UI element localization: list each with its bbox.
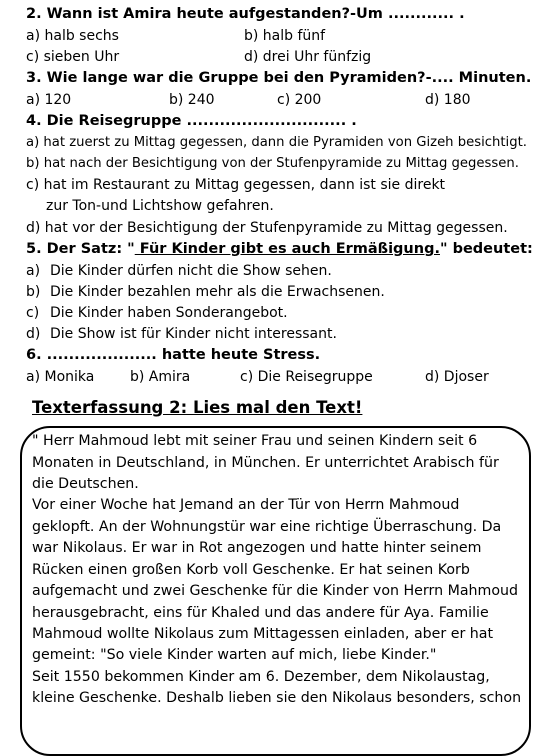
q5-label-c: c) [26,305,40,321]
q3-option-c: c) 200 [277,92,322,108]
q5-label-d: d) [26,326,41,342]
question-5 [26,241,533,257]
q5-label-b: b) [26,284,41,300]
q5-quote: Für Kinder gibt es auch Ermäßigung. [134,241,440,257]
q5-option-c [26,305,288,321]
q2-option-b: b) halb fünf [244,28,326,44]
q3-option-d: d) 180 [425,92,471,108]
text-line: aufgemacht und zwei Geschenke für die Kinder von Herrn Mahmoud [32,583,518,599]
q6-option-d: d) Djoser [425,369,489,385]
q2-option-c: c) sieben Uhr [26,49,120,65]
text-line: " Herr Mahmoud lebt mit seiner Frau und seinen Kindern seit 6 [32,433,478,449]
text-line: gemeint: "So viele Kinder warten auf mich, liebe Kinder." [32,647,437,663]
q2-option-a: a) halb sechs [26,28,119,44]
q4-option-c-continued: zur Ton-und Lichtshow gefahren. [46,198,274,214]
question-3: 3. Wie lange war die Gruppe bei den Pyramiden?-.... Minuten. [26,70,532,86]
q5-text-d: Die Show ist für Kinder nicht interessant. [50,326,337,342]
q3-option-b: b) 240 [169,92,215,108]
q5-text-c: Die Kinder haben Sonderangebot. [50,305,288,321]
text-line: Mahmoud wollte Nikolaus zum Mittagessen einladen, aber er hat [32,626,494,642]
q5-text-a: Die Kinder dürfen nicht die Show sehen. [50,263,332,279]
text-line: Seit 1550 bekommen Kinder am 6. Dezember, dem Nikolaustag, [32,669,490,685]
question-6: 6. .................... hatte heute Stress. [26,347,321,363]
q5-text-b: Die Kinder bezahlen mehr als die Erwachsenen. [50,284,385,300]
q5-option-d [26,326,337,342]
q3-option-a: a) 120 [26,92,72,108]
q5-option-b [26,284,385,300]
q5-label-a: a) [26,263,41,279]
section-heading: Texterfassung 2: Lies mal den Text! [32,398,363,417]
q4-option-c: c) hat im Restaurant zu Mittag gegessen, dann ist sie direkt [26,177,446,193]
text-line: war Nikolaus. Er war in Rot angezogen und hatte hinter seinem [32,540,482,556]
q5-prefix: 5. Der Satz: " [26,241,135,257]
text-line: herausgebracht, eins für Khaled und das andere für Aya. Familie [32,605,489,621]
question-2: 2. Wann ist Amira heute aufgestanden?-Um ............ . [26,6,465,22]
text-line: Vor einer Woche hat Jemand an der Tür von Herrn Mahmoud [32,497,460,513]
q4-option-a: a) hat zuerst zu Mittag gegessen, dann die Pyramiden von Gizeh besichtigt. [26,135,527,150]
q6-option-a: a) Monika [26,369,95,385]
text-line: die Deutschen. [32,476,139,492]
q6-option-c: c) Die Reisegruppe [240,369,373,385]
q5-option-a [26,263,332,279]
question-4: 4. Die Reisegruppe ............................. . [26,113,357,129]
text-line: kleine Geschenke. Deshalb lieben sie den Nikolaus besonders, schon [32,690,522,706]
q4-option-b: b) hat nach der Besichtigung von der Stufenpyramide zu Mittag gegessen. [26,156,519,171]
q4-option-d: d) hat vor der Besichtigung der Stufenpyramide zu Mittag gegessen. [26,220,508,236]
text-line: Monaten in Deutschland, in München. Er unterrichtet Arabisch für [32,455,499,471]
text-line: Rücken einen großen Korb voll Geschenke. Er hat seinen Korb [32,562,470,578]
q6-option-b: b) Amira [130,369,191,385]
q5-suffix: " bedeutet: [439,241,533,257]
text-line: geklopft. An der Wohnungstür war eine richtige Überraschung. Da [32,519,502,535]
q2-option-d: d) drei Uhr fünfzig [244,49,372,65]
